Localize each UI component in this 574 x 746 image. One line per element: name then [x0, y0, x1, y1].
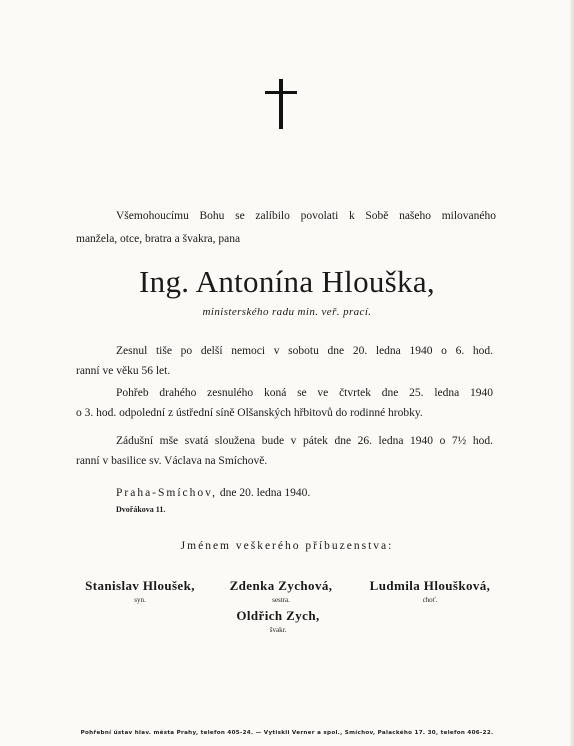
place-city: Praha-Smíchov,: [116, 487, 218, 499]
paragraph-mass: [76, 431, 493, 471]
signatory: [60, 578, 220, 604]
signatory-name: Stanislav Hloušek,: [85, 578, 195, 593]
paragraph-line: o 3. hod. odpolední z ústřední síně Olšanských hřbitovů do rodinné hrobky.: [76, 407, 423, 419]
paragraph-line: Pohřeb drahého zesnulého koná se ve čtvrtek dne 25. ledna 1940: [116, 387, 493, 399]
cross-icon: [265, 79, 297, 129]
signatory-name: Oldřich Zych,: [236, 608, 320, 623]
page-edge: [570, 0, 574, 746]
signatory-role: choť.: [422, 596, 438, 604]
signatory: [340, 578, 520, 604]
printer-footer: Pohřební ústav hlav. města Prahy, telefon 405-24. — Vytiskli Verner a spol., Smíchov, Palackého 17. 30, telefon 406-22.: [80, 730, 494, 736]
paragraph-line: ranní v basilice sv. Václava na Smíchově.: [76, 455, 268, 467]
family-line: Jménem veškerého příbuzenstva:: [180, 540, 394, 552]
place-date: [116, 487, 310, 499]
paragraph-death: [76, 341, 493, 381]
signatory: [198, 608, 358, 634]
signatory-role: sestra.: [272, 596, 290, 604]
deceased-title: ministerského radu min. veř. prací.: [202, 306, 372, 318]
paragraph-line: Zádušní mše svatá sloužena bude v pátek dne 26. ledna 1940 o 7½ hod.: [116, 435, 493, 447]
signatory: [201, 578, 361, 604]
signatory-role: švakr.: [269, 626, 287, 634]
intro-line-2: manžela, otce, bratra a švakra, pana: [76, 233, 241, 245]
signatory-name: Zdenka Zychová,: [229, 578, 333, 593]
street-address: Dvořákova 11.: [116, 505, 166, 514]
intro-line-1: Všemohoucímu Bohu se zalíbilo povolati k Sobě našeho milovaného: [116, 210, 496, 222]
intro-text: [76, 205, 496, 251]
paragraph-funeral: [76, 383, 493, 423]
paragraph-line: ranní ve věku 56 let.: [76, 365, 171, 377]
signatory-name: Ludmila Hloušková,: [369, 578, 491, 593]
place-date-text: dne 20. ledna 1940.: [217, 487, 311, 499]
paragraph-line: Zesnul tiše po delší nemoci v sobotu dne 20. ledna 1940 o 6. hod.: [116, 345, 493, 357]
signatory-role: syn.: [134, 596, 146, 604]
deceased-name: Ing. Antonína Hlouška,: [139, 264, 435, 299]
